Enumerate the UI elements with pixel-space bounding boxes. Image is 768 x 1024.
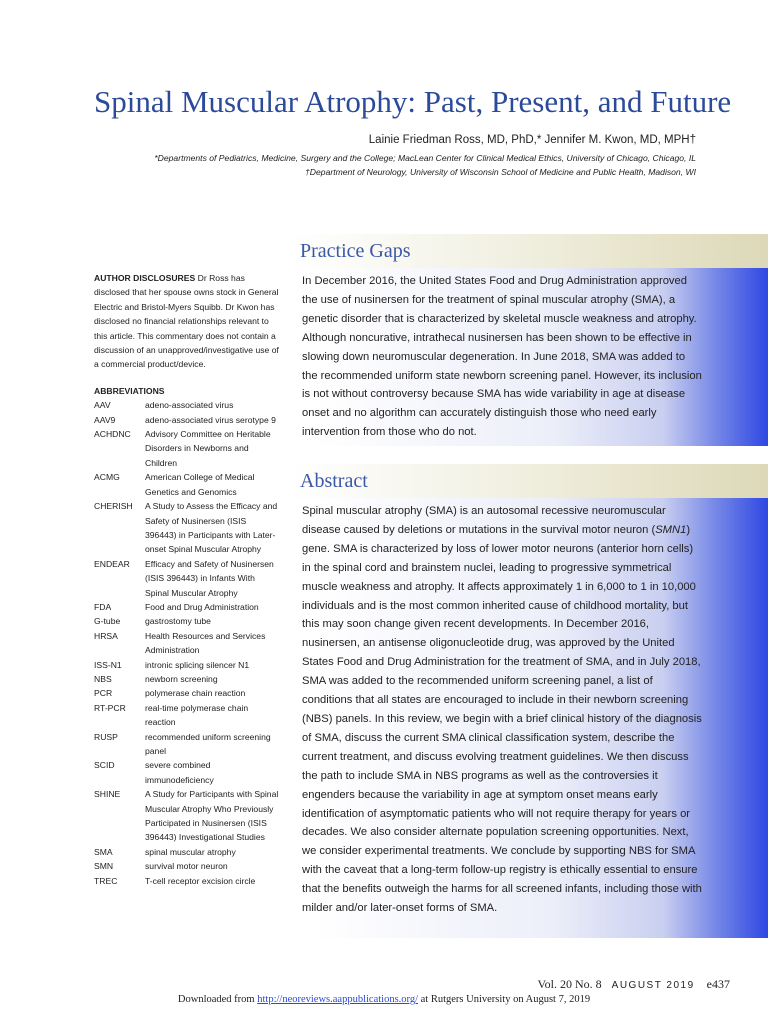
abbreviation-key: HRSA — [94, 630, 118, 641]
abbreviation-row — [94, 499, 280, 557]
abstract-header — [290, 464, 768, 498]
practice-gaps-heading: Practice Gaps — [300, 240, 411, 262]
abbreviation-definition: A Study for Participants with Spinal Muscular Atrophy Who Previously Participated in Nusinersen (ISIS 396443) Investigational Studies — [145, 789, 279, 843]
sidebar — [94, 271, 280, 888]
abbreviation-definition: survival motor neuron — [145, 861, 228, 872]
abbreviation-key: G-tube — [94, 616, 121, 627]
abbreviation-row — [94, 600, 280, 614]
abbreviation-key: FDA — [94, 601, 112, 612]
author-disclosures — [94, 271, 280, 372]
abstract-heading: Abstract — [300, 470, 368, 492]
abbreviation-definition: Health Resources and Services Administration — [145, 630, 266, 656]
abbreviation-row — [94, 686, 280, 700]
abbreviation-row — [94, 730, 280, 759]
download-suffix: at Rutgers University on August 7, 2019 — [418, 994, 591, 1005]
article-title: Spinal Muscular Atrophy: Past, Present, and Future — [94, 84, 732, 119]
abbreviation-definition: Efficacy and Safety of Nusinersen (ISIS 396443) in Infants With Spinal Muscular Atrophy — [145, 558, 274, 598]
abbreviations-heading: ABBREVIATIONS — [94, 385, 165, 396]
abbreviation-definition: newborn screening — [145, 673, 218, 684]
abbreviation-key: CHERISH — [94, 501, 133, 512]
practice-gaps-header — [290, 234, 768, 268]
abbreviation-key: AAV9 — [94, 414, 116, 425]
download-notice — [0, 994, 768, 1005]
abbreviation-row — [94, 557, 280, 600]
abbreviation-row — [94, 701, 280, 730]
abbreviation-key: TREC — [94, 875, 118, 886]
abbreviation-row — [94, 845, 280, 859]
abbreviation-row — [94, 787, 280, 845]
abbreviation-key: SHINE — [94, 789, 121, 800]
abbreviation-key: NBS — [94, 673, 112, 684]
abbreviation-row — [94, 629, 280, 658]
disclosures-text: Dr Ross has disclosed that her spouse owns stock in General Electric and Bristol-Myers Squibb. Dr Kwon has disclosed no financial relationships relevant to this article. This commentary does not contain a discussion of an unapproved/investigative use of a commercial product/device. — [94, 273, 279, 370]
abstract-text-part2: ) gene. SMA is characterized by loss of lower motor neurons (anterior horn cells) in the spinal cord and brainstem nuclei, leading to progressive symmetrical muscle weakness and atrophy. It affects approximately 1 in 6,000 to 1 in 10,000 individuals and is the most common inherited cause of childhood mortality, but this may soon change given recent developments. In December 2016, nusinersen, an antisense oligonucleotide drug, was approved by the United States Food and Drug Administration for the treatment of SMA, and in July 2018, SMA was added to the recommended uniform screening panel, a list of conditions that all states are encouraged to include in their newborn screening (NBS) panels. In this review, we begin with a brief clinical history of the diagnosis of SMA, discuss the current SMA clinical classification system, describe the current treatment, and discuss evolving treatment guidelines. We then discuss the path to include SMA in NBS programs as well as the controversies it engenders because the variability in age at symptom onset means early identification of asymptomatic patients who will not require therapy for years or decades. We also consider alternate population screening opportunities. Next, we consider experimental treatments. We conclude by supporting NBS for SMA with the caveat that a long-term follow-up registry is ethically essential to ensure that the benefits outweigh the harms for all screened infants, including those with milder and/or later-onset forms of SMA. — [302, 523, 702, 915]
abstract-panel — [290, 464, 768, 938]
disclosures-heading: AUTHOR DISCLOSURES — [94, 273, 196, 283]
abbreviation-definition: A Study to Assess the Efficacy and Safety of Nusinersen (ISIS 396443) in Participants with Later-onset Spinal Muscular Atrophy — [145, 501, 278, 555]
abbreviation-key: ENDEAR — [94, 558, 130, 569]
abbreviation-definition: polymerase chain reaction — [145, 688, 246, 699]
abbreviation-definition: adeno-associated virus serotype 9 — [145, 414, 276, 425]
abbreviation-definition: adeno-associated virus — [145, 400, 234, 411]
abbreviation-row — [94, 874, 280, 888]
abbreviation-row — [94, 758, 280, 787]
abstract-text — [302, 502, 702, 918]
abbreviation-row — [94, 398, 280, 412]
abbreviation-definition: recommended uniform screening panel — [145, 731, 271, 756]
abbreviation-key: RUSP — [94, 731, 118, 742]
abbreviation-key: ACHDNC — [94, 429, 131, 440]
abbreviation-definition: Food and Drug Administration — [145, 601, 259, 612]
abstract-text-part1: Spinal muscular atrophy (SMA) is an autosomal recessive neuromuscular disease caused by deletions or mutations in the survival motor neuron ( — [302, 505, 666, 536]
issue-month: AUGUST 2019 — [611, 980, 695, 991]
issue-volume: Vol. 20 No. 8 — [537, 977, 602, 991]
practice-gaps-panel — [290, 234, 768, 446]
abbreviation-definition: Advisory Committee on Heritable Disorders in Newborns and Children — [145, 429, 271, 468]
abbreviation-row — [94, 859, 280, 873]
abbreviation-key: SMN — [94, 861, 114, 872]
abbreviation-key: ISS-N1 — [94, 659, 122, 670]
abbreviation-key: SMA — [94, 846, 113, 857]
abbreviation-definition: gastrostomy tube — [145, 616, 211, 627]
abbreviation-row — [94, 413, 280, 427]
abbreviation-row — [94, 672, 280, 686]
abbreviation-row — [94, 427, 280, 470]
abbreviation-row — [94, 658, 280, 672]
gene-name: SMN1 — [655, 523, 687, 536]
author-line: Lainie Friedman Ross, MD, PhD,* Jennifer M. Kwon, MD, MPH† — [368, 134, 696, 146]
abbreviation-definition: severe combined immunodeficiency — [145, 760, 214, 785]
abbreviation-key: RT-PCR — [94, 702, 126, 713]
abbreviation-definition: real-time polymerase chain reaction — [145, 702, 249, 728]
affiliation-chicago: *Departments of Pediatrics, Medicine, Surgery and the College; MacLean Center for Clinical Medical Ethics, University of Chicago, Chicago, IL — [154, 153, 696, 163]
abbreviation-definition: intronic splicing silencer N1 — [145, 659, 250, 670]
download-prefix: Downloaded from — [177, 994, 258, 1005]
abbreviation-definition: T-cell receptor excision circle — [145, 875, 256, 886]
affiliation-wisconsin: †Department of Neurology, University of Wisconsin School of Medicine and Public Health, Madison, WI — [305, 167, 696, 177]
abbreviations-list — [94, 398, 280, 888]
page-number: e437 — [706, 977, 730, 991]
issue-info — [538, 977, 730, 992]
abbreviation-key: ACMG — [94, 472, 120, 483]
practice-gaps-text: In December 2016, the United States Food and Drug Administration approved the use of nusinersen for the treatment of spinal muscular atrophy (SMA), a genetic disorder that is characterized by skeletal muscle weakness and atrophy. Although noncurative, intrathecal nusinersen has been shown to be effective in slowing down neuromuscular degeneration. In June 2018, SMA was added to the recommended uniform state newborn screening panel. However, its inclusion is not without controversy because SMA has wide variability in age at disease onset and no algorithm can accurately distinguish those who need early intervention from those who do not. — [302, 275, 702, 439]
abbreviation-key: PCR — [94, 688, 113, 699]
abbreviation-row — [94, 470, 280, 499]
abbreviation-definition: American College of Medical Genetics and Genomics — [145, 472, 255, 497]
abbreviation-key: AAV — [94, 400, 111, 411]
abbreviation-key: SCID — [94, 760, 115, 771]
abbreviation-definition: spinal muscular atrophy — [145, 846, 236, 857]
journal-link[interactable]: http://neoreviews.aappublications.org/ — [257, 994, 419, 1005]
abbreviation-row — [94, 614, 280, 628]
